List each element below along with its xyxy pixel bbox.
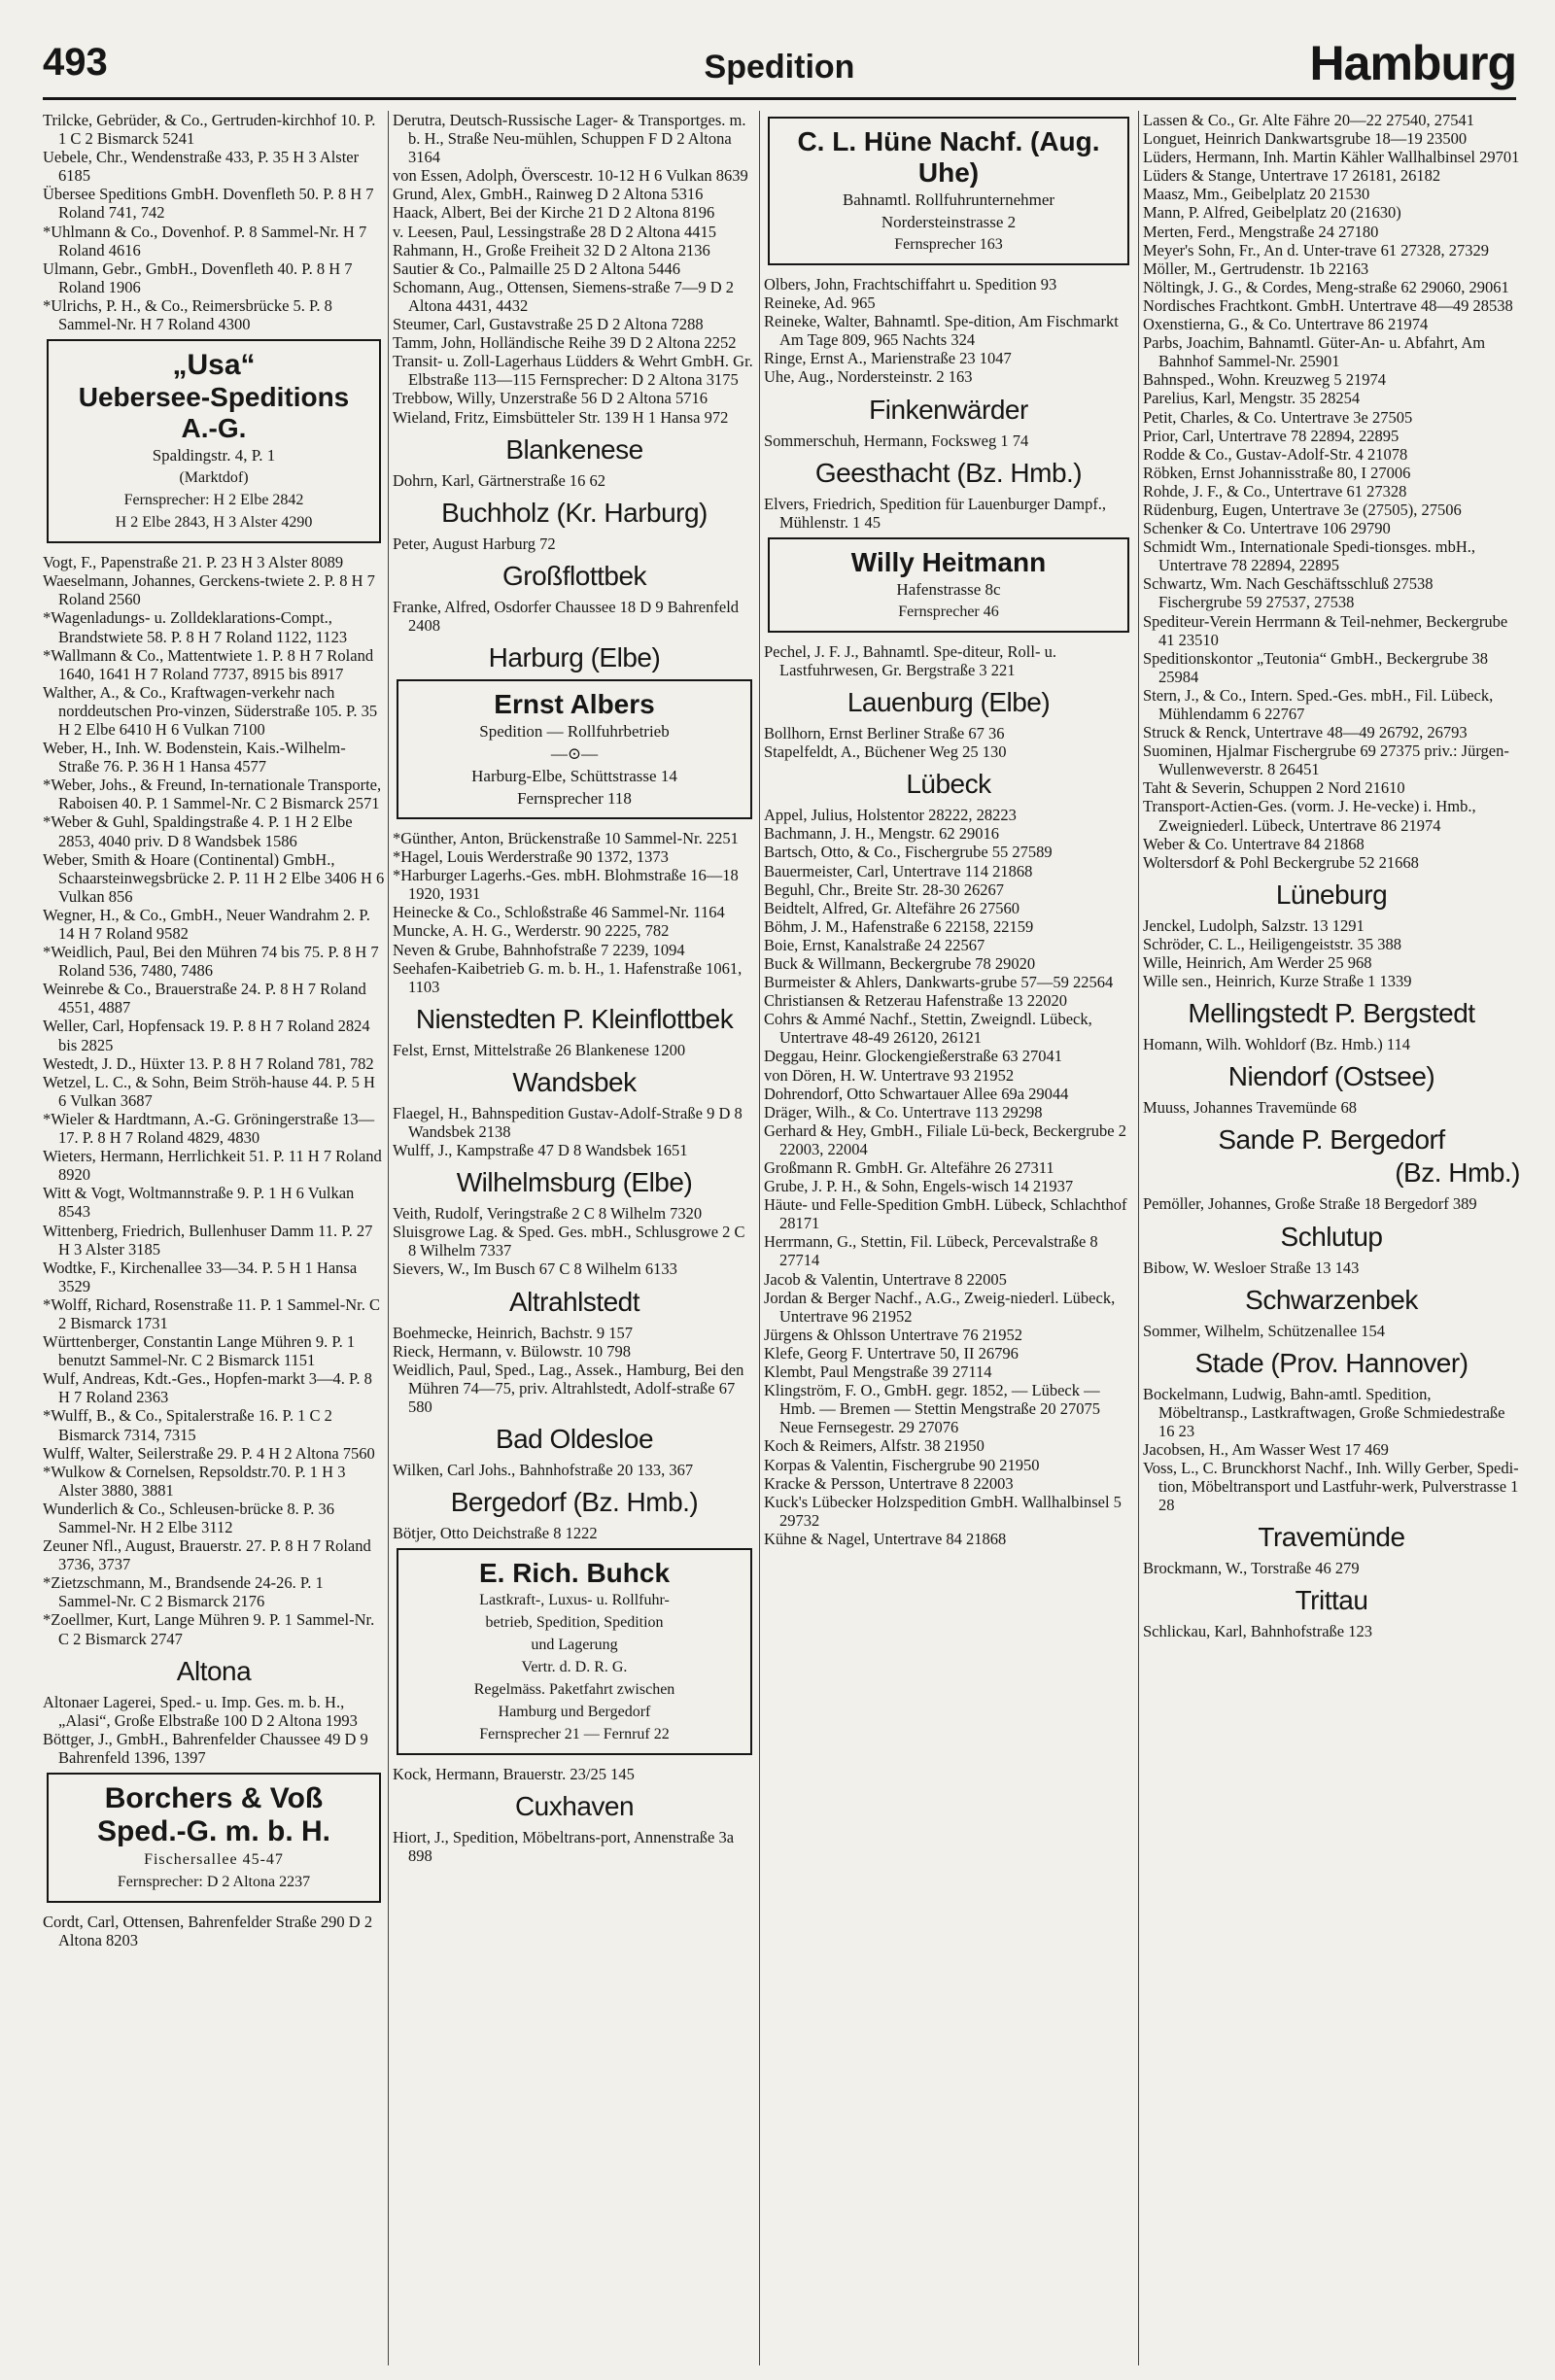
- directory-entry: Maasz, Mm., Geibelplatz 20 21530: [1143, 185, 1370, 204]
- directory-entry: Altonaer Lagerei, Sped.- u. Imp. Ges. m. b. H., „Alasi“, Große Elbstraße 100 D 2 Altona 1993: [43, 1692, 358, 1730]
- directory-entry: Schröder, C. L., Heiligengeiststr. 35 388: [1143, 934, 1402, 953]
- entry-list: [43, 1693, 385, 1767]
- directory-entry: Dräger, Wilh., & Co. Untertrave 113 29298: [764, 1102, 1043, 1121]
- ad-line: Spedition — Rollfuhrbetrieb: [479, 721, 670, 741]
- directory-entry: *Günther, Anton, Brückenstraße 10 Sammel-Nr. 2251: [393, 828, 739, 847]
- entry-list: [764, 275, 1133, 387]
- directory-entry: Olbers, John, Frachtschiffahrt u. Spedition 93: [764, 275, 1057, 293]
- directory-entry: Klingström, F. O., GmbH. gegr. 1852, — Lübeck — Hmb. — Bremen — Stettin Mengstraße 20 27075 Neue Fernsegestr. 29 27076: [764, 1381, 1100, 1437]
- directory-entry: Bahnsped., Wohn. Kreuzweg 5 21974: [1143, 370, 1386, 390]
- directory-entry: Dohrendorf, Otto Schwartauer Allee 69a 29044: [764, 1084, 1069, 1103]
- entry-list: [393, 1765, 756, 1783]
- ad-title: „Usa“: [172, 349, 256, 382]
- directory-entry: *Hagel, Louis Werderstraße 90 1372, 1373: [393, 847, 669, 867]
- directory-entry: Möller, M., Gertrudenstr. 1b 22163: [1143, 259, 1369, 278]
- directory-entry: Wulf, Andreas, Kdt.-Ges., Hopfen-markt 3—4. P. 8 H 7 Roland 2363: [43, 1369, 372, 1407]
- directory-entry: Neven & Grube, Bahnhofstraße 7 2239, 1094: [393, 940, 685, 959]
- ad-name: Uebersee-Speditions A.-G.: [78, 382, 350, 444]
- entry-list: [1143, 111, 1520, 872]
- directory-entry: Wegner, H., & Co., GmbH., Neuer Wandrahm 2. P. 14 H 7 Roland 9582: [43, 905, 370, 943]
- entry-list: [393, 1324, 756, 1416]
- directory-entry: *Zietzschmann, M., Brandsende 24-26. P. 1 Sammel-Nr. C 2 Bismarck 2176: [43, 1573, 324, 1611]
- directory-entry: Wetzel, L. C., & Sohn, Beim Ströh-hause 44. P. 5 H 6 Vulkan 3687: [43, 1072, 375, 1110]
- ad-line: Hamburg und Bergedorf: [498, 1704, 651, 1721]
- directory-entry: Schomann, Aug., Ottensen, Siemens-straße 7—9 D 2 Altona 4431, 4432: [393, 277, 735, 315]
- ad-name: C. L. Hüne Nachf. (Aug. Uhe): [797, 126, 1100, 188]
- directory-entry: Peter, August Harburg 72: [393, 534, 556, 553]
- directory-entry: Sautier & Co., Palmaille 25 D 2 Altona 5446: [393, 259, 681, 278]
- directory-entry: Walther, A., & Co., Kraftwagen-verkehr nach norddeutschen Pro-vinzen, Süderstraße 105. P. 35 H 2 Elbe 6410 H 6 Vulkan 7100: [43, 682, 378, 739]
- section-heading: Sande P. Bergedorf: [1218, 1124, 1445, 1156]
- directory-entry: Deggau, Heinr. Glockengießerstraße 63 27041: [764, 1047, 1062, 1066]
- directory-entry: Pemöller, Johannes, Große Straße 18 Bergedorf 389: [1143, 1194, 1477, 1214]
- directory-entry: Meyer's Sohn, Fr., An d. Unter-trave 61 27328, 27329: [1143, 240, 1489, 259]
- directory-entry: Wunderlich & Co., Schleusen-brücke 8. P. 36 Sammel-Nr. H 2 Elbe 3112: [43, 1499, 334, 1536]
- column-1: [43, 111, 385, 2365]
- entry-list: [393, 471, 756, 490]
- directory-entry: Brockmann, W., Torstraße 46 279: [1143, 1559, 1360, 1578]
- directory-entry: Grund, Alex, GmbH., Rainweg D 2 Altona 5316: [393, 185, 704, 204]
- directory-entry: Rodde & Co., Gustav-Adolf-Str. 4 21078: [1143, 444, 1408, 464]
- column-3: [764, 111, 1133, 2365]
- directory-entry: Schmidt Wm., Internationale Spedi-tionsges. mbH., Untertrave 78 22894, 22895: [1143, 537, 1476, 575]
- directory-entry: Bibow, W. Wesloer Straße 13 143: [1143, 1258, 1360, 1277]
- entry-list: [764, 495, 1133, 532]
- entry-list: [1143, 1622, 1520, 1640]
- directory-entry: Spediteur-Verein Herrmann & Teil-nehmer, Beckergrube 41 23510: [1143, 611, 1508, 649]
- entry-list: [764, 806, 1133, 1548]
- directory-entry: Ulmann, Gebr., GmbH., Dovenfleth 40. P. 8 H 7 Roland 1906: [43, 259, 353, 296]
- directory-entry: Kock, Hermann, Brauerstr. 23/25 145: [393, 1765, 635, 1784]
- directory-entry: Wittenberg, Friedrich, Bullenhuser Damm 11. P. 27 H 3 Alster 3185: [43, 1221, 373, 1259]
- directory-entry: *Ulrichs, P. H., & Co., Reimersbrücke 5. P. 8 Sammel-Nr. H 7 Roland 4300: [43, 295, 332, 334]
- directory-entry: Herrmann, G., Stettin, Fil. Lübeck, Percevalstraße 8 27714: [764, 1232, 1098, 1270]
- directory-entry: Weinrebe & Co., Brauerstraße 24. P. 8 H 7 Roland 4551, 4887: [43, 980, 366, 1018]
- directory-entry: Sommer, Wilhelm, Schützenallee 154: [1143, 1321, 1386, 1340]
- directory-entry: Sommerschuh, Hermann, Focksweg 1 74: [764, 431, 1029, 450]
- directory-entry: Wieters, Hermann, Herrlichkeit 51. P. 11 H 7 Roland 8920: [43, 1147, 382, 1185]
- ad-street: Hafenstrasse 8c: [896, 579, 1001, 599]
- directory-entry: Bockelmann, Ludwig, Bahn-amtl. Spedition, Möbeltransp., Lastkraftwagen, Große Schmiedestraße 16 23: [1143, 1384, 1505, 1440]
- ad-ernst-albers: [397, 679, 752, 819]
- directory-entry: Cordt, Carl, Ottensen, Bahrenfelder Straße 290 D 2 Altona 8203: [43, 1913, 373, 1950]
- entry-list: [393, 1461, 756, 1479]
- ad-huene: [768, 117, 1129, 265]
- directory-entry: Stapelfeldt, A., Büchener Weg 25 130: [764, 742, 1007, 762]
- entry-list: [1143, 1322, 1520, 1340]
- directory-entry: Westedt, J. D., Hüxter 13. P. 8 H 7 Roland 781, 782: [43, 1053, 374, 1073]
- ad-name: Ernst Albers: [494, 688, 655, 719]
- directory-entry: Rieck, Hermann, v. Bülowstr. 10 798: [393, 1341, 632, 1361]
- entry-list: [393, 1204, 756, 1278]
- directory-entry: Jacobsen, H., Am Wasser West 17 469: [1143, 1439, 1389, 1459]
- entry-list: [1143, 1194, 1520, 1213]
- directory-entry: *Wieler & Hardtmann, A.-G. Gröningerstraße 13—17. P. 8 H 7 Roland 4829, 4830: [43, 1109, 375, 1148]
- ad-phone: Fernsprecher 118: [517, 788, 632, 808]
- entry-list: [1143, 1035, 1520, 1053]
- section-heading: Stade (Prov. Hannover): [1194, 1347, 1469, 1378]
- directory-entry: Beidtelt, Alfred, Gr. Altefähre 26 27560: [764, 898, 1020, 917]
- ad-line: Vertr. d. D. R. G.: [521, 1659, 628, 1676]
- directory-entry: Böhm, J. M., Hafenstraße 6 22158, 22159: [764, 916, 1034, 936]
- ad-note: (Marktdof): [179, 469, 249, 487]
- directory-entry: Wodtke, F., Kirchenallee 33—34. P. 5 H 1 Hansa 3529: [43, 1258, 358, 1295]
- directory-entry: Parbs, Joachim, Bahnamtl. Güter-An- u. Abfahrt, Am Bahnhof Sammel-Nr. 25901: [1143, 333, 1486, 371]
- entry-list: [393, 1104, 756, 1159]
- section-heading: Wandsbek: [512, 1066, 637, 1097]
- directory-entry: Parelius, Karl, Mengstr. 35 28254: [1143, 389, 1361, 408]
- directory-entry: Mann, P. Alfred, Geibelplatz 20 (21630): [1143, 203, 1401, 223]
- ad-line: Bahnamtl. Rollfuhrunternehmer: [842, 190, 1055, 209]
- directory-entry: *Wulkow & Cornelsen, Repsoldstr.70. P. 1 H 3 Alster 3880, 3881: [43, 1462, 346, 1500]
- ad-name: Willy Heitmann: [850, 546, 1047, 577]
- directory-entry: Württenberger, Constantin Lange Mühren 9. P. 1 benutzt Sammel-Nr. C 2 Bismarck 1151: [43, 1332, 356, 1370]
- directory-entry: Wulff, Walter, Seilerstraße 29. P. 4 H 2 Altona 7560: [43, 1443, 375, 1463]
- directory-entry: Waeselmann, Johannes, Gerckens-twiete 2. P. 8 H 7 Roland 2560: [43, 571, 375, 609]
- ad-line: Lastkraft-, Luxus- u. Rollfuhr-: [479, 1592, 670, 1609]
- column-4: [1143, 111, 1520, 2365]
- section-heading: Mellingstedt P. Bergstedt: [1188, 998, 1475, 1029]
- entry-list: [43, 553, 385, 1648]
- ad-phone: Fernsprecher 46: [898, 603, 999, 620]
- header-rule: [43, 97, 1516, 100]
- entry-list: [764, 724, 1133, 761]
- entry-list: [1143, 1559, 1520, 1577]
- entry-list: [393, 598, 756, 635]
- directory-entry: Trebbow, Willy, Unzerstraße 56 D 2 Altona 5716: [393, 389, 708, 408]
- directory-entry: Weber, H., Inh. W. Bodenstein, Kais.-Wilhelm-Straße 76. P. 36 H 1 Hansa 4577: [43, 739, 346, 776]
- ad-emblem-icon: —⊙—: [550, 743, 599, 763]
- directory-entry: Boehmecke, Heinrich, Bachstr. 9 157: [393, 1323, 633, 1342]
- ad-name: E. Rich. Buhck: [478, 1558, 671, 1589]
- ad-buhck: [397, 1548, 752, 1755]
- directory-entry: Rohde, J. F., & Co., Untertrave 61 27328: [1143, 481, 1407, 500]
- section-subheading: (Bz. Hmb.): [1395, 1157, 1520, 1189]
- directory-entry: Kuck's Lübecker Holzspedition GmbH. Wallhalbinsel 5 29732: [764, 1492, 1122, 1530]
- entry-list: [1143, 916, 1520, 990]
- directory-entry: Häute- und Felle-Spedition GmbH. Lübeck, Schlachthof 28171: [764, 1195, 1127, 1233]
- directory-entry: Weller, Carl, Hopfensack 19. P. 8 H 7 Roland 2824 bis 2825: [43, 1017, 370, 1054]
- entry-list: [393, 829, 756, 996]
- directory-entry: Sluisgrowe Lag. & Sped. Ges. mbH., Schlusgrowe 2 C 8 Wilhelm 7337: [393, 1223, 745, 1260]
- ad-name: Sped.-G. m. b. H.: [96, 1815, 330, 1848]
- directory-entry: von Essen, Adolph, Överscestr. 10-12 H 6 Vulkan 8639: [393, 166, 748, 186]
- directory-entry: Muuss, Johannes Travemünde 68: [1143, 1098, 1358, 1118]
- directory-entry: Schenker & Co. Untertrave 106 29790: [1143, 519, 1391, 538]
- directory-entry: *Weidlich, Paul, Bei den Mühren 74 bis 75. P. 8 H 7 Roland 536, 7480, 7486: [43, 943, 379, 981]
- ad-heitmann: [768, 537, 1129, 633]
- directory-entry: Weidlich, Paul, Sped., Lag., Assek., Hamburg, Bei den Mühren 74—75, priv. Altrahlstedt, Adolf-straße 67 580: [393, 1360, 744, 1416]
- directory-entry: Klembt, Paul Mengstraße 39 27114: [764, 1362, 992, 1382]
- entry-list: [1143, 1098, 1520, 1117]
- column-divider: [759, 111, 760, 2365]
- column-2: [393, 111, 756, 2365]
- directory-entry: v. Leesen, Paul, Lessingstraße 28 D 2 Altona 4415: [393, 222, 716, 241]
- directory-entry: Bötjer, Otto Deichstraße 8 1222: [393, 1524, 598, 1543]
- directory-entry: Weber & Co. Untertrave 84 21868: [1143, 834, 1365, 853]
- directory-entry: Homann, Wilh. Wohldorf (Bz. Hmb.) 114: [1143, 1035, 1410, 1054]
- section-heading: Lauenburg (Elbe): [847, 687, 1051, 718]
- directory-entry: *Wolff, Richard, Rosenstraße 11. P. 1 Sammel-Nr. C 2 Bismarck 1731: [43, 1294, 380, 1332]
- section-heading: Großflottbek: [501, 560, 647, 591]
- ad-address: Harburg-Elbe, Schüttstrasse 14: [471, 766, 677, 785]
- directory-entry: *Wagenladungs- u. Zolldeklarations-Compt., Brandstwiete 58. P. 8 H 7 Roland 1122, 1123: [43, 608, 348, 646]
- ad-usa: [47, 339, 381, 543]
- directory-entry: Rahmann, H., Große Freiheit 32 D 2 Altona 2136: [393, 240, 710, 259]
- section-heading: Nienstedten P. Kleinflottbek: [415, 1003, 734, 1034]
- entry-list: [1143, 1385, 1520, 1515]
- directory-entry: Heinecke & Co., Schloßstraße 46 Sammel-Nr. 1164: [393, 903, 725, 922]
- section-heading: Schwarzenbek: [1245, 1284, 1418, 1315]
- ad-line: Regelmäss. Paketfahrt zwischen: [473, 1681, 675, 1699]
- directory-entry: *Weber, Johs., & Freund, In-ternationale Transporte, Raboisen 40. P. 1 Sammel-Nr. C 2 Bismarck 2571: [43, 776, 382, 813]
- directory-entry: Korpas & Valentin, Fischergrube 90 21950: [764, 1455, 1040, 1474]
- directory-entry: Steumer, Carl, Gustavstraße 25 D 2 Altona 7288: [393, 315, 704, 334]
- directory-entry: Merten, Ferd., Mengstraße 24 27180: [1143, 222, 1379, 241]
- directory-entry: Petit, Charles, & Co. Untertrave 3e 27505: [1143, 407, 1413, 427]
- directory-entry: Longuet, Heinrich Dankwartsgrube 18—19 23500: [1143, 129, 1468, 149]
- directory-entry: Appel, Julius, Holstentor 28222, 28223: [764, 806, 1017, 825]
- directory-entry: *Zoellmer, Kurt, Lange Mühren 9. P. 1 Sammel-Nr. C 2 Bismarck 2747: [43, 1610, 375, 1648]
- ad-street: Spaldingstr. 4, P. 1: [152, 446, 276, 466]
- ad-phone: Fernsprecher 163: [894, 236, 1003, 253]
- ad-phone: Fernsprecher: H 2 Elbe 2842: [123, 492, 304, 509]
- directory-entry: Christiansen & Retzerau Hafenstraße 13 22020: [764, 991, 1068, 1011]
- directory-entry: Hiort, J., Spedition, Möbeltrans-port, Annenstraße 3a 898: [393, 1828, 735, 1866]
- directory-entry: Boie, Ernst, Kanalstraße 24 22567: [764, 935, 985, 954]
- directory-entry: Wille, Heinrich, Am Werder 25 968: [1143, 953, 1372, 973]
- directory-entry: Transit- u. Zoll-Lagerhaus Lüdders & Wehrt GmbH. Gr. Elbstraße 113—115 Fernsprecher: D 2 Altona 3175: [393, 352, 753, 390]
- directory-entry: Grube, J. P. H., & Sohn, Engels-wisch 14 21937: [764, 1177, 1074, 1196]
- ad-line: und Lagerung: [531, 1637, 618, 1654]
- directory-entry: Bauermeister, Carl, Untertrave 114 21868: [764, 861, 1033, 880]
- entry-list: [393, 1524, 756, 1542]
- ad-name: Borchers & Voß: [104, 1782, 324, 1815]
- directory-entry: Speditionskontor „Teutonia“ GmbH., Beckergrube 38 25984: [1143, 648, 1489, 686]
- directory-entry: Felst, Ernst, Mittelstraße 26 Blankenese 1200: [393, 1040, 686, 1059]
- entry-list: [393, 1828, 756, 1865]
- directory-entry: Cohrs & Ammé Nachf., Stettin, Zweigndl. Lübeck, Untertrave 48-49 26120, 26121: [764, 1010, 1092, 1048]
- section-heading: Niendorf (Ostsee): [1227, 1061, 1435, 1092]
- directory-entry: Übersee Speditions GmbH. Dovenfleth 50. P. 8 H 7 Roland 741, 742: [43, 185, 374, 223]
- ad-street: Fischersallee 45-47: [144, 1851, 284, 1869]
- section-heading: Bergedorf (Bz. Hmb.): [450, 1487, 699, 1518]
- directory-entry: Koch & Reimers, Alfstr. 38 21950: [764, 1436, 985, 1456]
- ad-line: Nordersteinstrasse 2: [881, 213, 1017, 231]
- directory-entry: Jürgens & Ohlsson Untertrave 76 21952: [764, 1325, 1022, 1344]
- directory-entry: Röbken, Ernst Johannisstraße 80, I 27006: [1143, 463, 1411, 482]
- directory-entry: Klefe, Georg F. Untertrave 50, II 26796: [764, 1343, 1019, 1362]
- ad-phone: Fernsprecher 21 — Fernruf 22: [479, 1726, 670, 1743]
- section-heading: Bad Oldesloe: [495, 1424, 654, 1455]
- column-divider: [388, 111, 389, 2365]
- directory-entry: Uhe, Aug., Nordersteinstr. 2 163: [764, 367, 973, 387]
- directory-entry: Franke, Alfred, Osdorfer Chaussee 18 D 9 Bahrenfeld 2408: [393, 597, 740, 635]
- directory-entry: Jordan & Berger Nachf., A.G., Zweig-niederl. Lübeck, Untertrave 96 21952: [764, 1288, 1116, 1326]
- directory-entry: Elvers, Friedrich, Spedition für Lauenburger Dampf., Mühlenstr. 1 45: [764, 494, 1107, 532]
- directory-entry: Wieland, Fritz, Eimsbütteler Str. 139 H 1 Hansa 972: [393, 407, 729, 427]
- section-heading: Wilhelmsburg (Elbe): [456, 1167, 693, 1198]
- directory-entry: Nöltingk, J. G., & Cordes, Meng-straße 62 29060, 29061: [1143, 277, 1509, 296]
- directory-entry: *Wallmann & Co., Mattentwiete 1. P. 8 H 7 Roland 1640, 1641 H 7 Roland 7737, 8915 bis 8917: [43, 645, 374, 683]
- directory-entry: Jacob & Valentin, Untertrave 8 22005: [764, 1269, 1007, 1289]
- directory-entry: Muncke, A. H. G., Werderstr. 90 2225, 782: [393, 921, 670, 941]
- directory-entry: Lüders & Stange, Untertrave 17 26181, 26182: [1143, 166, 1441, 186]
- section-heading: Lübeck: [906, 769, 991, 800]
- entry-list: [764, 431, 1133, 450]
- entry-list: [393, 535, 756, 553]
- directory-entry: Veith, Rudolf, Veringstraße 2 C 8 Wilhelm 7320: [393, 1204, 703, 1224]
- directory-entry: Flaegel, H., Bahnspedition Gustav-Adolf-Straße 9 D 8 Wandsbek 2138: [393, 1103, 743, 1141]
- section-heading: Lüneburg: [1275, 879, 1388, 910]
- directory-entry: Wilken, Carl Johs., Bahnhofstraße 20 133, 367: [393, 1461, 694, 1480]
- directory-entry: Trilcke, Gebrüder, & Co., Gertruden-kirchhof 10. P. 1 C 2 Bismarck 5241: [43, 111, 376, 149]
- directory-entry: Kracke & Persson, Untertrave 8 22003: [764, 1473, 1014, 1493]
- section-title: Spedition: [704, 49, 855, 86]
- directory-entry: Schwartz, Wm. Nach Geschäftsschluß 27538 Fischergrube 59 27537, 27538: [1143, 574, 1434, 612]
- directory-entry: Kühne & Nagel, Untertrave 84 21868: [764, 1529, 1007, 1548]
- directory-entry: Wulff, J., Kampstraße 47 D 8 Wandsbek 1651: [393, 1141, 688, 1160]
- directory-entry: Wille sen., Heinrich, Kurze Straße 1 1339: [1143, 972, 1412, 991]
- entry-list: [1143, 1259, 1520, 1277]
- directory-entry: Uebele, Chr., Wendenstraße 433, P. 35 H 3 Alster 6185: [43, 148, 360, 186]
- section-heading: Altrahlstedt: [508, 1286, 640, 1317]
- section-heading: Finkenwärder: [869, 394, 1028, 425]
- directory-entry: Prior, Carl, Untertrave 78 22894, 22895: [1143, 426, 1400, 445]
- directory-entry: Tamm, John, Holländische Reihe 39 D 2 Altona 2252: [393, 333, 737, 353]
- directory-entry: Suominen, Hjalmar Fischergrube 69 27375 priv.: Jürgen-Wullenweverstr. 8 26451: [1143, 742, 1509, 779]
- directory-entry: Oxenstierna, G., & Co. Untertrave 86 21974: [1143, 315, 1429, 334]
- directory-entry: Beguhl, Chr., Breite Str. 28-30 26267: [764, 880, 1005, 899]
- directory-entry: von Dören, H. W. Untertrave 93 21952: [764, 1065, 1015, 1085]
- section-heading: Harburg (Elbe): [488, 641, 661, 673]
- directory-entry: Witt & Vogt, Woltmannstraße 9. P. 1 H 6 Vulkan 8543: [43, 1184, 355, 1222]
- directory-entry: Großmann R. GmbH. Gr. Altefähre 26 27311: [764, 1158, 1054, 1177]
- section-heading: Buchholz (Kr. Harburg): [441, 497, 708, 528]
- directory-entry: Weber, Smith & Hoare (Continental) GmbH., Schaarsteinwegsbrücke 2. P. 11 H 2 Elbe 3406 H 6 Vulkan 856: [43, 849, 385, 906]
- section-heading: Blankenese: [505, 433, 643, 465]
- entry-list: [393, 1041, 756, 1059]
- directory-entry: Dohrn, Karl, Gärtnerstraße 16 62: [393, 470, 606, 490]
- directory-entry: Lüders, Hermann, Inh. Martin Kähler Wallhalbinsel 29701: [1143, 148, 1520, 167]
- entry-list: [764, 642, 1133, 679]
- directory-entry: Lassen & Co., Gr. Alte Fähre 20—22 27540, 27541: [1143, 111, 1474, 129]
- directory-entry: Reineke, Walter, Bahnamtl. Spe-dition, Am Fischmarkt Am Tage 809, 965 Nachts 324: [764, 312, 1119, 350]
- ad-phone: Fernsprecher: D 2 Altona 2237: [117, 1874, 311, 1891]
- section-heading: Geesthacht (Bz. Hmb.): [814, 457, 1083, 488]
- directory-entry: *Weber & Guhl, Spaldingstraße 4. P. 1 H 2 Elbe 2853, 4040 priv. D 8 Wandsbek 1586: [43, 812, 353, 850]
- directory-entry: Böttger, J., GmbH., Bahrenfelder Chaussee 49 D 9 Bahrenfeld 1396, 1397: [43, 1729, 368, 1767]
- directory-entry: Zeuner Nfl., August, Brauerstr. 27. P. 8 H 7 Roland 3736, 3737: [43, 1536, 371, 1574]
- page-number: 493: [43, 41, 108, 84]
- ad-phone: H 2 Elbe 2843, H 3 Alster 4290: [115, 514, 313, 532]
- directory-entry: *Uhlmann & Co., Dovenhof. P. 8 Sammel-Nr. H 7 Roland 4616: [43, 222, 367, 259]
- directory-entry: Voss, L., C. Brunckhorst Nachf., Inh. Willy Gerber, Spedi-tion, Möbeltransport und Lastfuhr-werk, Pulverstrasse 1 28: [1143, 1459, 1519, 1515]
- directory-entry: Vogt, F., Papenstraße 21. P. 23 H 3 Alster 8089: [43, 553, 344, 572]
- directory-entry: *Wulff, B., & Co., Spitalerstraße 16. P. 1 C 2 Bismarck 7314, 7315: [43, 1406, 332, 1444]
- page-header: [43, 27, 1516, 105]
- section-heading: Altona: [176, 1655, 252, 1686]
- directory-entry: Seehafen-Kaibetrieb G. m. b. H., 1. Hafenstraße 1061, 1103: [393, 958, 743, 996]
- directory-entry: Transport-Actien-Ges. (vorm. J. He-vecke) i. Hmb., Zweigniederl. Lübeck, Untertrave 86 21974: [1143, 797, 1476, 835]
- directory-entry: Jenckel, Ludolph, Salzstr. 13 1291: [1143, 915, 1365, 935]
- directory-entry: Sievers, W., Im Busch 67 C 8 Wilhelm 6133: [393, 1259, 677, 1279]
- directory-entry: Buck & Willmann, Beckergrube 78 29020: [764, 953, 1036, 973]
- column-divider: [1138, 111, 1139, 2365]
- directory-entry: *Harburger Lagerhs.-Ges. mbH. Blohmstraße 16—18 1920, 1931: [393, 866, 739, 904]
- directory-entry: Woltersdorf & Pohl Beckergrube 52 21668: [1143, 852, 1419, 872]
- directory-entry: Pechel, J. F. J., Bahnamtl. Spe-diteur, Roll- u. Lastfuhrwesen, Gr. Bergstraße 3 221: [764, 641, 1056, 679]
- directory-entry: Nordisches Frachtkont. GmbH. Untertrave 48—49 28538: [1143, 295, 1513, 315]
- directory-entry: Burmeister & Ahlers, Dankwarts-grube 57—59 22564: [764, 973, 1114, 992]
- directory-entry: Bachmann, J. H., Mengstr. 62 29016: [764, 824, 999, 844]
- directory-entry: Bartsch, Otto, & Co., Fischergrube 55 27589: [764, 843, 1053, 862]
- directory-entry: Gerhard & Hey, GmbH., Filiale Lü-beck, Beckergrube 2 22003, 22004: [764, 1121, 1126, 1158]
- entry-list: [393, 111, 756, 427]
- city-title: Hamburg: [1309, 36, 1516, 90]
- directory-entry: Haack, Albert, Bei der Kirche 21 D 2 Altona 8196: [393, 203, 715, 223]
- directory-entry: Schlickau, Karl, Bahnhofstraße 123: [1143, 1622, 1372, 1641]
- section-heading: Travemünde: [1258, 1522, 1405, 1553]
- entry-list: [43, 111, 385, 333]
- section-heading: Schlutup: [1280, 1221, 1383, 1252]
- directory-entry: Derutra, Deutsch-Russische Lager- & Transportges. m. b. H., Straße Neu-mühlen, Schuppen F D 2 Altona 3164: [393, 111, 746, 167]
- directory-entry: Taht & Severin, Schuppen 2 Nord 21610: [1143, 778, 1405, 798]
- ad-borchers-voss: [47, 1773, 381, 1903]
- directory-entry: Stern, J., & Co., Intern. Sped.-Ges. mbH., Fil. Lübeck, Mühlendamm 6 22767: [1143, 685, 1494, 723]
- directory-entry: Rüdenburg, Eugen, Untertrave 3e (27505), 27506: [1143, 500, 1462, 519]
- directory-entry: Reineke, Ad. 965: [764, 293, 876, 313]
- directory-entry: Bollhorn, Ernst Berliner Straße 67 36: [764, 724, 1005, 743]
- directory-entry: Ringe, Ernst A., Marienstraße 23 1047: [764, 349, 1012, 368]
- ad-line: betrieb, Spedition, Spedition: [485, 1614, 664, 1632]
- entry-list: [43, 1913, 385, 1949]
- section-heading: Trittau: [1295, 1585, 1368, 1616]
- directory-entry: Struck & Renck, Untertrave 48—49 26792, 26793: [1143, 723, 1468, 742]
- section-heading: Cuxhaven: [514, 1791, 635, 1822]
